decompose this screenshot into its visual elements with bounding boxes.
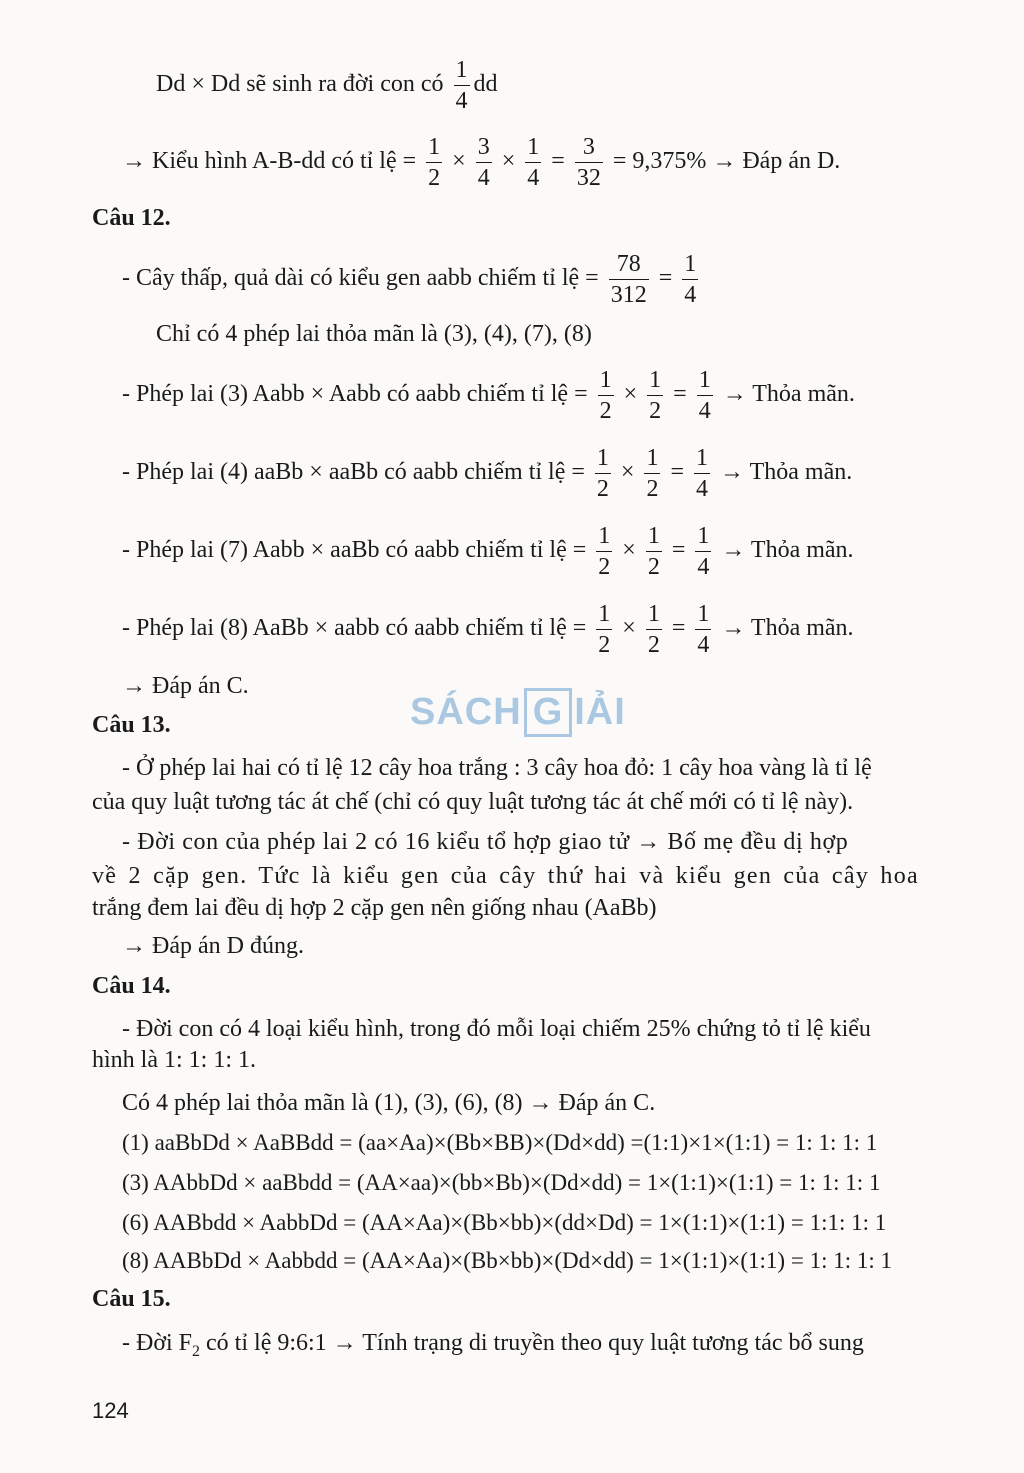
numerator: 1 — [598, 368, 614, 396]
fraction — [596, 602, 612, 657]
line-answer-c: → Đáp án C. — [122, 673, 249, 699]
heading-cau-14: Câu 14. — [92, 973, 171, 999]
denominator: 2 — [598, 632, 611, 658]
line-aabb-ratio — [122, 252, 702, 307]
watermark-g: G — [524, 688, 573, 737]
times-sign: × — [622, 615, 636, 642]
text: Dd × Dd sẽ sinh ra đời con có — [156, 71, 444, 98]
subscript: 2 — [192, 1342, 201, 1360]
denominator: 2 — [599, 398, 612, 424]
text: - Đời F — [122, 1330, 193, 1356]
text: - Cây thấp, quả dài có kiểu gen aabb chiếm tỉ lệ = — [122, 265, 599, 292]
numerator: 3 — [476, 135, 492, 163]
denominator: 4 — [684, 282, 697, 308]
text: - Phép lai (7) Aabb × aaBb có aabb chiếm tỉ lệ = — [122, 537, 587, 564]
heading-cau-15: Câu 15. — [92, 1286, 171, 1312]
numerator: 1 — [694, 446, 710, 474]
equals-sign: = — [658, 265, 673, 292]
denominator: 2 — [647, 632, 660, 658]
paragraph-line — [122, 1327, 864, 1368]
line-phenotype-ratio — [122, 135, 840, 190]
numerator: 1 — [454, 58, 470, 86]
paragraph-line: của quy luật tương tác át chế (chỉ có quy luật tương tác át chế mới có tỉ lệ này). — [92, 789, 854, 815]
paragraph-line: - Đời con có 4 loại kiểu hình, trong đó mỗi loại chiếm 25% chứng tỏ tỉ lệ kiểu — [122, 1016, 871, 1042]
fraction — [596, 524, 612, 579]
text: → Thỏa mãn. — [721, 537, 854, 564]
equals-sign: = — [671, 615, 686, 642]
text: → Thỏa mãn. — [720, 459, 853, 486]
denominator: 4 — [477, 165, 490, 191]
text: = 9,375% → Đáp án D. — [612, 148, 841, 175]
paragraph-line: về 2 cặp gen. Tức là kiểu gen của cây thứ hai và kiểu gen của cây hoa — [92, 863, 919, 889]
numerator: 1 — [697, 368, 713, 396]
line-cross-3 — [122, 368, 855, 423]
cross-line-1: (1) aaBbDd × AaBBdd = (aa×Aa)×(Bb×BB)×(Dd×dd) =(1:1)×1×(1:1) = 1: 1: 1: 1 — [122, 1130, 878, 1155]
denominator: 4 — [697, 554, 710, 580]
cross-line-3: (3) AAbbDd × aaBbdd = (AA×aa)×(bb×Bb)×(Dd×dd) = 1×(1:1)×(1:1) = 1: 1: 1: 1 — [122, 1170, 881, 1195]
fraction — [575, 135, 603, 190]
paragraph-line: - Ở phép lai hai có tỉ lệ 12 cây hoa trắng : 3 cây hoa đỏ: 1 cây hoa vàng là tỉ lệ — [122, 755, 872, 781]
denominator: 4 — [697, 632, 710, 658]
times-sign: × — [501, 148, 516, 175]
paragraph-line: trắng đem lai đều dị hợp 2 cặp gen nên giống nhau (AaBb) — [92, 895, 657, 921]
fraction — [646, 524, 662, 579]
denominator: 2 — [598, 554, 611, 580]
denominator: 2 — [428, 165, 441, 191]
denominator: 4 — [455, 88, 468, 114]
text: - Phép lai (4) aaBb × aaBb có aabb chiếm tỉ lệ = — [122, 459, 585, 486]
denominator: 312 — [610, 282, 647, 308]
line-dd-cross — [156, 58, 498, 113]
fraction — [454, 58, 470, 113]
fraction — [695, 524, 711, 579]
paragraph-line: - Đời con của phép lai 2 có 16 kiểu tổ hợp giao tử → Bố mẹ đều dị hợp — [122, 829, 849, 855]
line-four-crosses: Chỉ có 4 phép lai thỏa mãn là (3), (4), (7), (8) — [156, 321, 592, 347]
equals-sign: = — [671, 537, 686, 564]
text: → Thỏa mãn. — [721, 615, 854, 642]
numerator: 1 — [647, 368, 663, 396]
fraction — [695, 602, 711, 657]
watermark-logo — [410, 688, 626, 737]
denominator: 2 — [647, 554, 660, 580]
denominator: 2 — [646, 476, 659, 502]
fraction — [595, 446, 611, 501]
line-cross-4 — [122, 446, 852, 501]
fraction — [647, 368, 663, 423]
equals-sign: = — [551, 148, 565, 175]
fraction — [426, 135, 442, 190]
line-cross-8 — [122, 602, 854, 657]
times-sign: × — [622, 537, 636, 564]
text: → Kiểu hình A-B-dd có tỉ lệ = — [122, 148, 417, 175]
fraction — [476, 135, 492, 190]
numerator: 1 — [644, 446, 660, 474]
fraction — [682, 252, 698, 307]
fraction — [694, 446, 710, 501]
text: - Phép lai (3) Aabb × Aabb có aabb chiếm tỉ lệ = — [122, 381, 588, 408]
denominator: 2 — [649, 398, 662, 424]
equals-sign: = — [670, 459, 685, 486]
cross-line-8: (8) AABbDd × Aabbdd = (AA×Aa)×(Bb×bb)×(Dd×dd) = 1×(1:1)×(1:1) = 1: 1: 1: 1 — [122, 1248, 892, 1273]
numerator: 1 — [595, 446, 611, 474]
fraction — [644, 446, 660, 501]
times-sign: × — [452, 148, 466, 175]
text: → Thỏa mãn. — [722, 381, 855, 408]
numerator: 1 — [426, 135, 442, 163]
fraction — [525, 135, 541, 190]
numerator: 1 — [682, 252, 698, 280]
numerator: 1 — [695, 602, 711, 630]
times-sign: × — [623, 381, 638, 408]
watermark-text: IẢI — [574, 691, 626, 733]
numerator: 1 — [596, 602, 612, 630]
fraction — [697, 368, 713, 423]
numerator: 1 — [646, 602, 662, 630]
denominator: 4 — [698, 398, 711, 424]
text: dd — [473, 71, 498, 98]
text: - Phép lai (8) AaBb × aabb có aabb chiếm tỉ lệ = — [122, 615, 587, 642]
numerator: 3 — [575, 135, 603, 163]
numerator: 1 — [695, 524, 711, 552]
watermark-text: SÁCH — [410, 691, 522, 733]
numerator: 1 — [646, 524, 662, 552]
denominator: 32 — [576, 165, 601, 191]
numerator: 1 — [596, 524, 612, 552]
paragraph-line: Có 4 phép lai thỏa mãn là (1), (3), (6), (8) → Đáp án C. — [122, 1090, 656, 1116]
equals-sign: = — [673, 381, 687, 408]
heading-cau-13: Câu 13. — [92, 712, 171, 738]
numerator: 78 — [609, 252, 649, 280]
fraction — [609, 252, 649, 307]
page-number: 124 — [92, 1398, 129, 1423]
times-sign: × — [620, 459, 635, 486]
line-answer-d: → Đáp án D đúng. — [122, 933, 304, 959]
denominator: 4 — [527, 165, 540, 191]
paragraph-line: hình là 1: 1: 1: 1. — [92, 1047, 256, 1073]
line-cross-7 — [122, 524, 854, 579]
cross-line-6: (6) AABbdd × AabbDd = (AA×Aa)×(Bb×bb)×(dd×Dd) = 1×(1:1)×(1:1) = 1:1: 1: 1 — [122, 1210, 887, 1235]
numerator: 1 — [525, 135, 541, 163]
denominator: 2 — [596, 476, 609, 502]
heading-cau-12: Câu 12. — [92, 205, 171, 231]
text: có tỉ lệ 9:6:1 → Tính trạng di truyền theo quy luật tương tác bổ sung — [200, 1330, 864, 1356]
fraction — [598, 368, 614, 423]
denominator: 4 — [696, 476, 709, 502]
fraction — [646, 602, 662, 657]
